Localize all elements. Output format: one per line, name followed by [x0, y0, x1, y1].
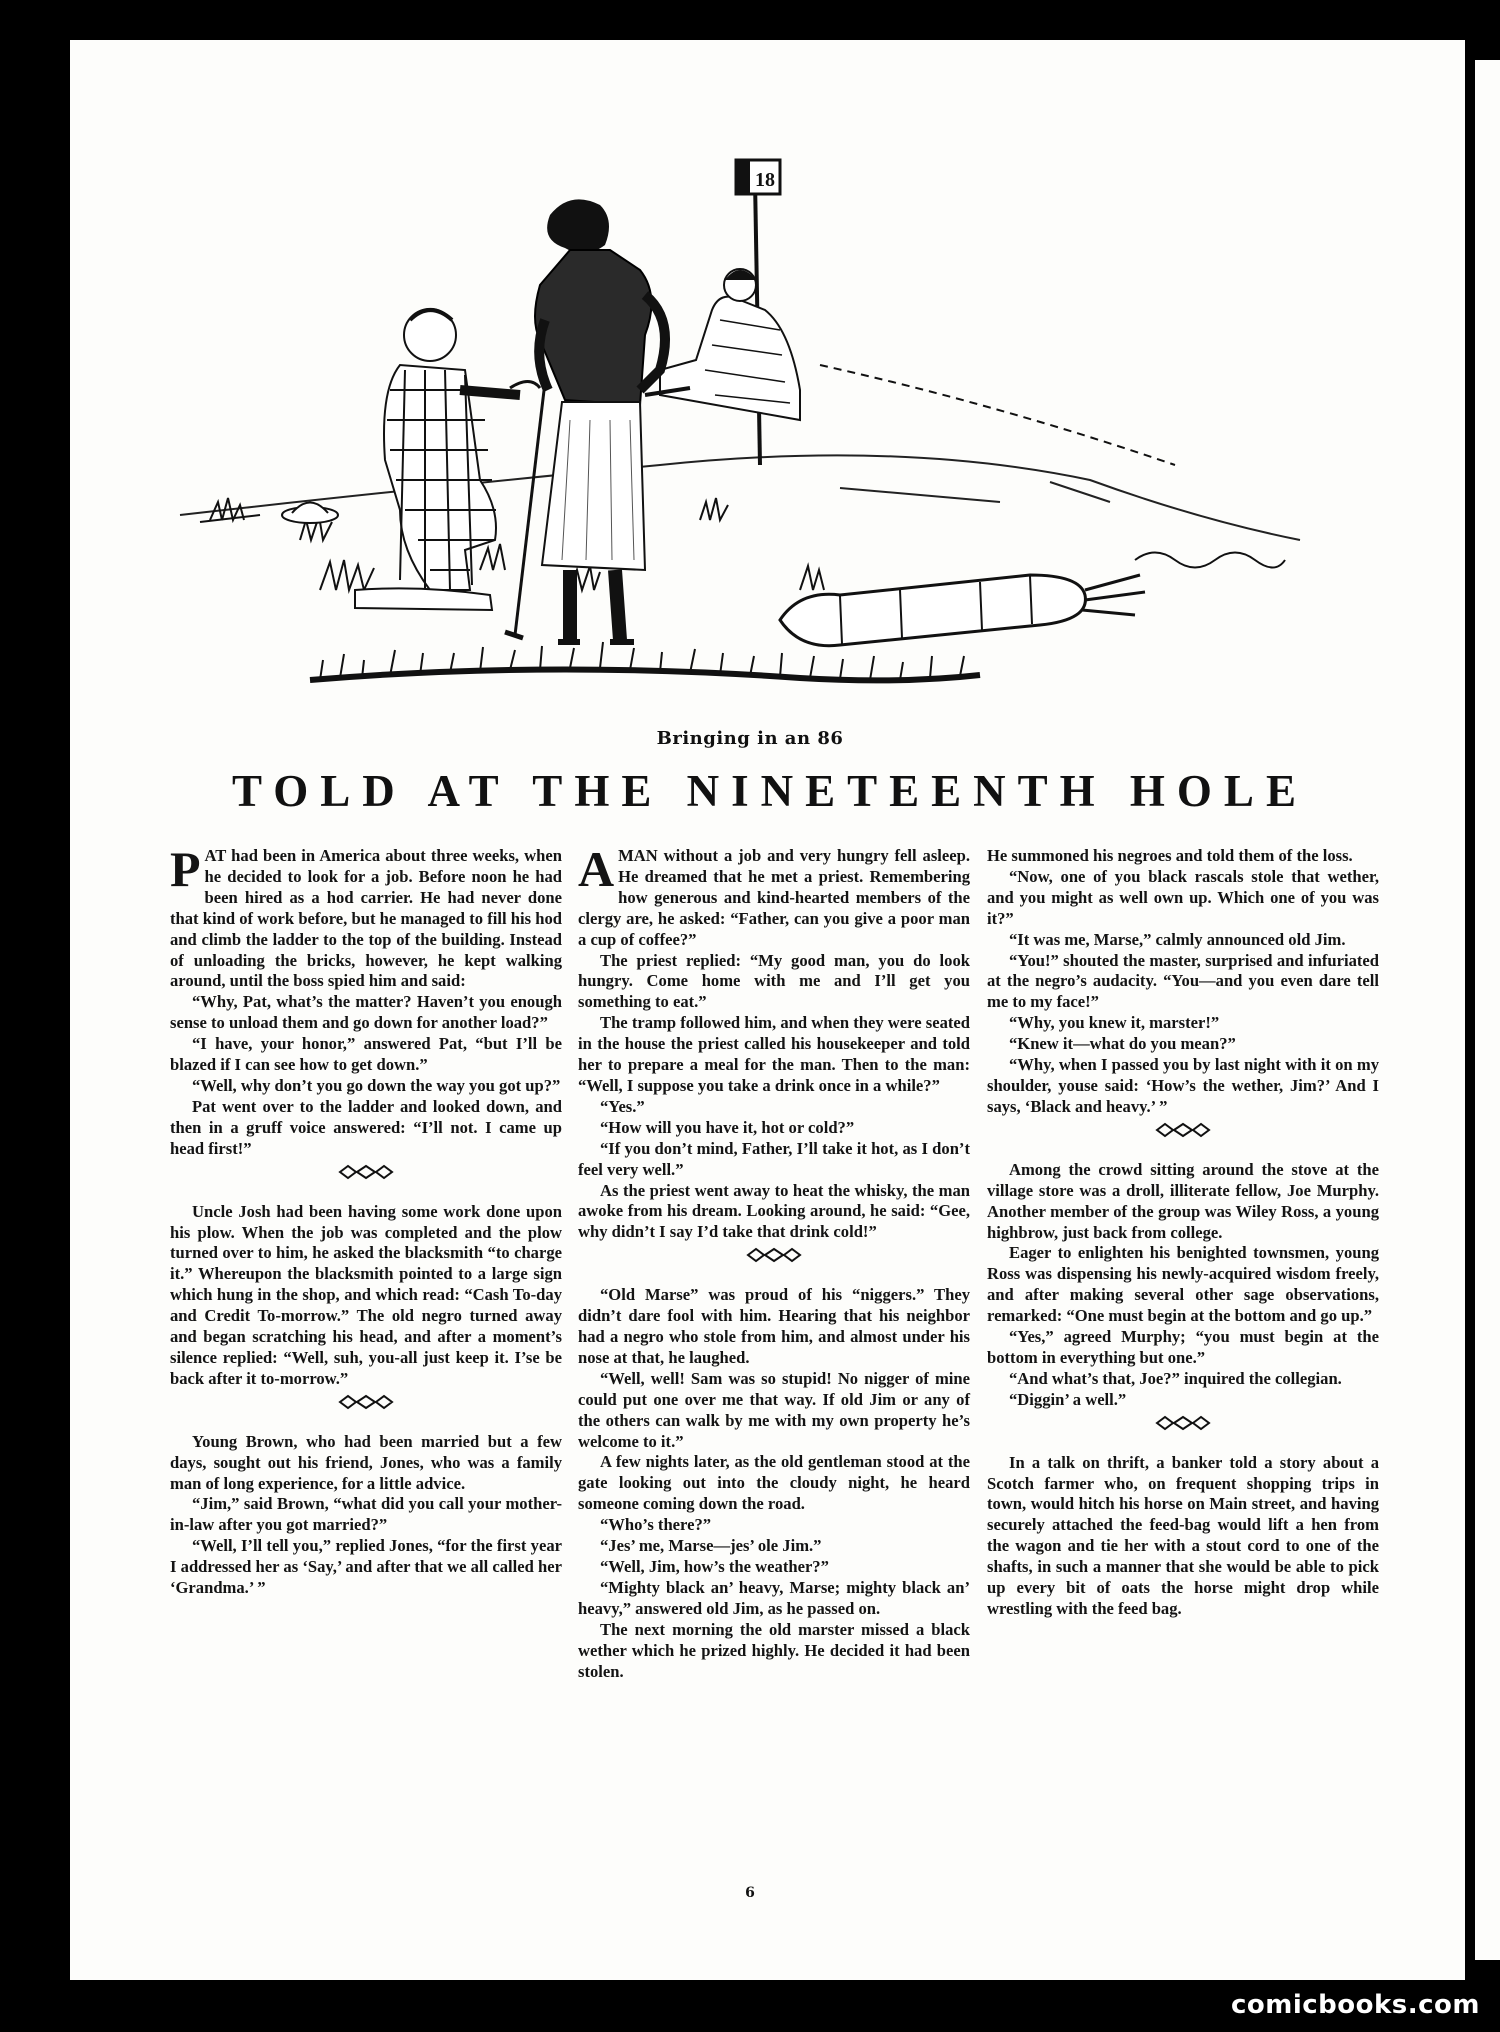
paragraph: [578, 1181, 970, 1244]
paragraph: [578, 1097, 970, 1118]
ornament-divider-icon: [338, 1394, 394, 1410]
paragraph-text: “Well, well! Sam was so stupid! No nigger of mine could put one over me that way. If old Jim or any of the others can walk by me with my own property he’s welcome to it.”: [578, 1368, 970, 1451]
paragraph-text: “I have, your honor,” answered Pat, “but I’ll be blazed if I can see how to get down.”: [170, 1034, 562, 1075]
paragraph-text: “Well, I’ll tell you,” replied Jones, “for the first year I addressed her as ‘Say,’ and after that we all called her ‘Grandma.’ ”: [170, 1536, 562, 1598]
paragraph-text: A few nights later, as the old gentleman stood at the gate looking out into the cloudy night, he heard someone coming down the road.: [578, 1452, 970, 1514]
paragraph-text: “Jim,” said Brown, “what did you call your mother-in-law after you got married?”: [170, 1494, 562, 1535]
paragraph: [578, 1118, 970, 1139]
paragraph: [987, 1390, 1379, 1411]
paragraph-text: MAN without a job and very hungry fell asleep. He dreamed that he met a priest. Remembering how generous and kind-hearted members of the clergy are, he asked: “Father, can you give a poor man a cup of coffee?”: [578, 846, 970, 949]
paragraph: [987, 1369, 1379, 1390]
page-number: 6: [745, 1885, 755, 1901]
paragraph-text: “Well, why don’t you go down the way you got up?”: [192, 1075, 561, 1095]
ornament-divider: [987, 1122, 1379, 1152]
paragraph-text: The tramp followed him, and when they were seated in the house the priest called his housekeeper and told her to prepare a meal for the man. Then to the man: “Well, I suppose you take a drink once in a while?”: [578, 1013, 970, 1095]
paragraph: [578, 1578, 970, 1620]
paragraph: [987, 930, 1379, 951]
paragraph-text: “If you don’t mind, Father, I’ll take it hot, as I don’t feel very well.”: [578, 1138, 970, 1179]
paragraph: [987, 951, 1379, 1014]
paragraph-text: Young Brown, who had been married but a few days, sought out his friend, Jones, who was a family man of long experience, for a little advice.: [170, 1431, 562, 1493]
paragraph-text: “Why, you knew it, marster!”: [1009, 1013, 1220, 1033]
paragraph-text: As the priest went away to heat the whisky, the man awoke from his dream. Looking around, he said: “Gee, why didn’t I say I’d take that drink cold!”: [578, 1180, 970, 1242]
ornament-divider: [578, 1247, 970, 1277]
paragraph-text: “And what’s that, Joe?” inquired the collegian.: [1009, 1368, 1342, 1388]
ornament-divider: [170, 1164, 562, 1194]
ornament-divider-icon: [338, 1164, 394, 1180]
paragraph: [170, 1097, 562, 1160]
paragraph-text: “How will you have it, hot or cold?”: [600, 1117, 855, 1137]
paragraph: [170, 1536, 562, 1599]
paragraph: [987, 1013, 1379, 1034]
paragraph: [578, 1536, 970, 1557]
paragraph-text: “Mighty black an’ heavy, Marse; mighty black an’ heavy,” answered old Jim, as he passed on.: [578, 1577, 970, 1618]
paragraph: [578, 1515, 970, 1536]
paragraph: [578, 1013, 970, 1097]
paragraph-text: Among the crowd sitting around the stove at the village store was a droll, illiterate fellow, Joe Murphy. Another member of the group was Wiley Ross, a young highbrow, just back from college.: [987, 1159, 1379, 1242]
text-column-1: [170, 841, 562, 1599]
paragraph: [987, 1453, 1379, 1620]
paragraph-text: “Diggin’ a well.”: [1009, 1389, 1127, 1409]
paragraph: [987, 1243, 1379, 1327]
paragraph-text: “Knew it—what do you mean?”: [1009, 1034, 1236, 1054]
paragraph-text: Pat went over to the ladder and looked down, and then in a gruff voice answered: “I’ll not. I came up head first!”: [170, 1096, 562, 1158]
paragraph: [987, 867, 1379, 930]
paragraph: [578, 1369, 970, 1453]
paragraph: [170, 841, 562, 992]
flag-number: 18: [755, 169, 775, 191]
ornament-divider: [987, 1415, 1379, 1445]
ornament-divider-icon: [1155, 1415, 1211, 1431]
paragraph: [987, 1055, 1379, 1118]
paragraph: [578, 1557, 970, 1578]
paragraph-text: He summoned his negroes and told them of the loss.: [987, 846, 1353, 865]
paragraph-text: “Old Marse” was proud of his “niggers.” They didn’t dare fool with him. Hearing that his neighbor had a negro who stole from him, and almost under his nose at that, he laughed.: [578, 1285, 970, 1367]
paragraph-text: The next morning the old marster missed a black wether which he prized highly. He decided it had been stolen.: [578, 1619, 970, 1681]
paragraph-text: Eager to enlighten his benighted townsmen, young Ross was dispensing his newly-acquired wisdom freely, and after making several other sage observations, remarked: “One must begin at the bottom and go up.”: [987, 1243, 1379, 1326]
paragraph-text: “Why, Pat, what’s the matter? Haven’t you enough sense to unload them and go down for another load?”: [170, 992, 562, 1033]
paragraph: [987, 846, 1379, 867]
ornament-divider-icon: [746, 1247, 802, 1263]
drop-cap: A: [578, 841, 615, 897]
ornament-divider-icon: [1155, 1122, 1211, 1138]
adjacent-page-edge: [1475, 60, 1500, 1960]
paragraph-text: The priest replied: “My good man, you do look hungry. Come home with me and I’ll get you something to eat.”: [578, 950, 970, 1012]
paragraph-text: “Now, one of you black rascals stole that wether, and you might as well own up. Which one of you was it?”: [987, 866, 1379, 928]
paragraph: [987, 1034, 1379, 1055]
paragraph-text: “Yes.”: [600, 1096, 645, 1116]
paragraph-text: “Who’s there?”: [600, 1515, 712, 1535]
paragraph: [170, 992, 562, 1034]
paragraph: [170, 1202, 562, 1390]
drop-cap: P: [170, 841, 201, 897]
golf-illustration: [100, 120, 1400, 720]
paragraph-text: “Yes,” agreed Murphy; “you must begin at the bottom in everything but one.”: [987, 1327, 1379, 1367]
paragraph-text: AT had been in America about three weeks, when he decided to look for a job. Before noon he had been hired as a hod carrier. He had never done that kind of work before, but he managed to fill his hod and climb the ladder to the top of the building. Instead of unloading the bricks, however, he kept walking around, until the boss spied him and said:: [170, 846, 562, 991]
paragraph: [170, 1076, 562, 1097]
paragraph: [578, 1452, 970, 1515]
article-headline: TOLD AT THE NINETEENTH HOLE: [232, 766, 1308, 816]
text-column-2: [578, 841, 970, 1682]
paragraph: [170, 1034, 562, 1076]
paragraph: [578, 1139, 970, 1181]
paragraph: [578, 841, 970, 951]
paragraph: [578, 1620, 970, 1683]
site-watermark: comicbooks.com: [1230, 1990, 1480, 2020]
paragraph-text: “Well, Jim, how’s the weather?”: [600, 1557, 829, 1576]
ornament-divider: [170, 1394, 562, 1424]
illustration-caption: Bringing in an 86: [656, 728, 844, 749]
paragraph: [170, 1432, 562, 1495]
paragraph-text: “Jes’ me, Marse—jes’ ole Jim.”: [600, 1536, 822, 1556]
paragraph: [578, 951, 970, 1014]
paragraph-text: “It was me, Marse,” calmly announced old Jim.: [1009, 929, 1346, 949]
paragraph: [987, 1160, 1379, 1244]
paragraph-text: In a talk on thrift, a banker told a story about a Scotch farmer who, on frequent shopping trips in town, would hitch his horse on Main street, and having securely attached the feed-bag would lift a hen from the wagon and tie her with a stout cord to one of the shafts, in such a manner that she would be able to pick up every bit of oats the horse might drop while wrestling with the feed bag.: [987, 1452, 1379, 1618]
text-column-3: [987, 846, 1379, 1620]
paragraph: [987, 1327, 1379, 1369]
paragraph-text: Uncle Josh had been having some work done upon his plow. When the job was completed and the plow turned over to him, he asked the blacksmith “to charge it.” Whereupon the blacksmith pointed to a large sign which hung in the shop, and which read: “Cash To-day and Credit To-morrow.” The old negro turned away and began scratching his head, and after a moment’s silence replied: “Well, suh, you-all just keep it. I’se be back after it to-morrow.”: [170, 1201, 562, 1388]
paragraph: [578, 1285, 970, 1369]
paragraph: [170, 1494, 562, 1536]
paragraph-text: “You!” shouted the master, surprised and infuriated at the negro’s audacity. “You—and you even dare tell me to my face!”: [987, 950, 1379, 1012]
paragraph-text: “Why, when I passed you by last night with it on my shoulder, youse said: ‘How’s the wether, Jim?’ And I says, ‘Black and heavy.’ ”: [987, 1055, 1379, 1116]
